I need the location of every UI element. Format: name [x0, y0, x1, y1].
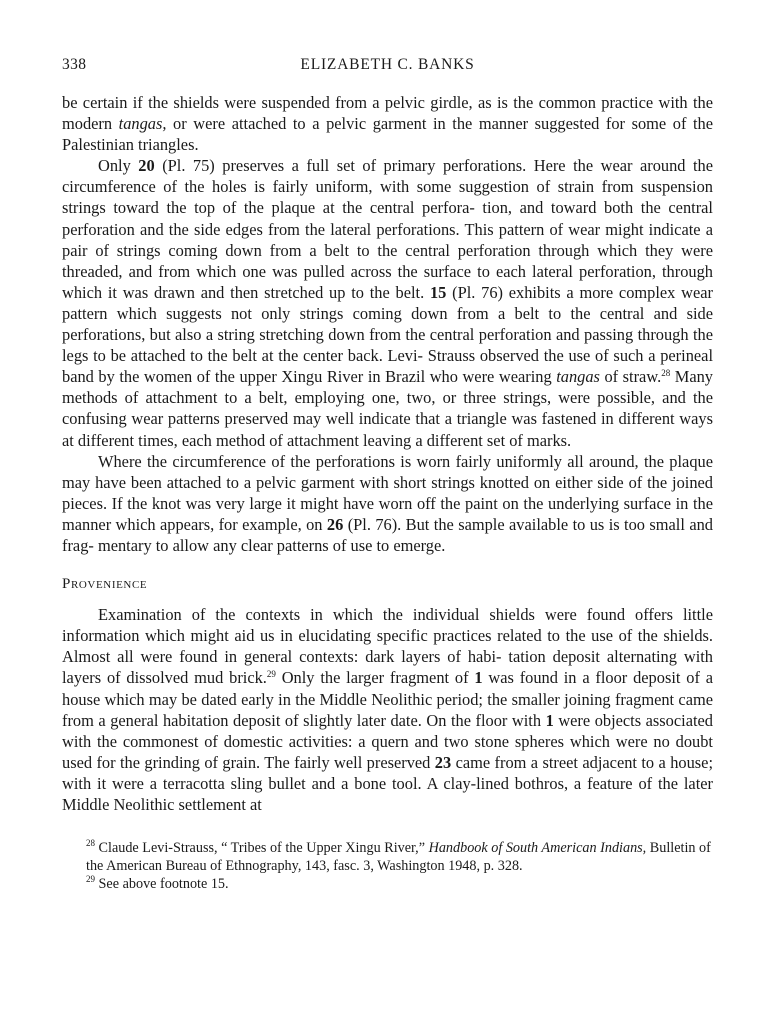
footnote-ref-29[interactable]: 29	[266, 669, 276, 680]
section-heading-provenience: Provenience	[62, 576, 148, 593]
paragraph-1: be certain if the shields were suspended from a pelvic girdle, as is the common practice with the modern tangas, or were attached to a pelvic garment in the manner suggested for some of the Palestinian triangles.	[62, 93, 714, 155]
italic-term: tangas	[556, 367, 600, 387]
footnote-marker: 28	[86, 838, 95, 849]
paragraph-4: Examination of the contexts in which the individual shields were found offers little information which might aid us in elucidating specific practices related to the use of the shields. Almost all were found in general contexts: dark layers of habi- tation deposit alternating with layers of dissolved mud brick.$^{29}$ Only the larger fragment of 1 was found in a floor deposit of a house which may be dated early in the Middle Neolithic period; the smaller joining fragment came from a general habitation deposit of slightly later date. On the floor with 1 were objects associated with the commonest of domestic activities: a quern and two stone spheres which were no doubt used for the grinding of grain. The fairly well preserved 23 came from a street adjacent to a house; with it were a terracotta sling bullet and a bone tool. A clay-lined bothros, a feature of the later Middle Neolithic settlement at	[62, 605, 714, 814]
paragraph-3: Where the circumference of the perforations is worn fairly uniformly all around, the plaque may have been attached to a pelvic garment with short strings knotted on either side of the joined pieces. If the knot was very large it might have worn off the paint on the underlying surface in the manner which appears, for example, on 26 (Pl. 76). But the sample available to us is too small and frag- mentary to allow any clear patterns of use to emerge.	[62, 451, 713, 555]
running-head-author: ELIZABETH C. BANKS	[300, 56, 475, 73]
catalog-number: 20	[138, 156, 155, 176]
page-number: 338	[62, 56, 87, 73]
footnote-marker: 29	[86, 874, 95, 885]
italic-title: Handbook of South American Indians,	[428, 840, 647, 857]
catalog-number: 1	[545, 710, 554, 730]
catalog-number: 26	[326, 514, 344, 534]
catalog-number: 15	[429, 282, 447, 302]
catalog-number: 1	[474, 668, 483, 688]
footnotes	[62, 839, 713, 893]
footnote-ref-28[interactable]: 28	[661, 368, 671, 379]
catalog-number: 23	[434, 752, 452, 772]
italic-term: tangas,	[118, 114, 167, 134]
footnote-28: $^{28}$ Claude Levi-Strauss, “ Tribes of the Upper Xingu River,” Handbook of South American Indians, Bulletin of the American Bureau of Ethnography, 143, fasc. 3, Washington 1948, p. 328.	[86, 838, 711, 875]
body-text	[62, 92, 713, 815]
running-header	[62, 56, 713, 78]
paragraph-2: Only 20 (Pl. 75) preserves a full set of primary perforations. Here the wear around the circumference of the holes is fairly uniform, with some suggestion of strain from suspension strings toward the top of the plaque at the central perfora- tion, and toward both the central perforation and the side edges from the lateral perforations. This pattern of wear might indicate a pair of strings coming down from a belt to the central perforation through which they were threaded, and from which one was pulled across the surface to each lateral perforation, through which it was drawn and then stretched up to the belt. 15 (Pl. 76) exhibits a more complex wear pattern which suggests not only strings coming down from a belt to the central and side perforations, but also a string stretching down from the central perforation and passing through the legs to be attached to the belt at the center back. Levi- Strauss observed the use of such a perineal band by the women of the upper Xingu River in Brazil who were wearing tangas of straw.$^{28}$ Many methods of attachment to a belt, employing one, two, or three strings, were possible, and the confusing wear patterns preserved may well indicate that a triangle was fastened in different ways at different times, each method of attachment leaving a different set of marks.	[62, 156, 714, 450]
footnote-29: $^{29}$ See above footnote 15.	[86, 874, 229, 893]
